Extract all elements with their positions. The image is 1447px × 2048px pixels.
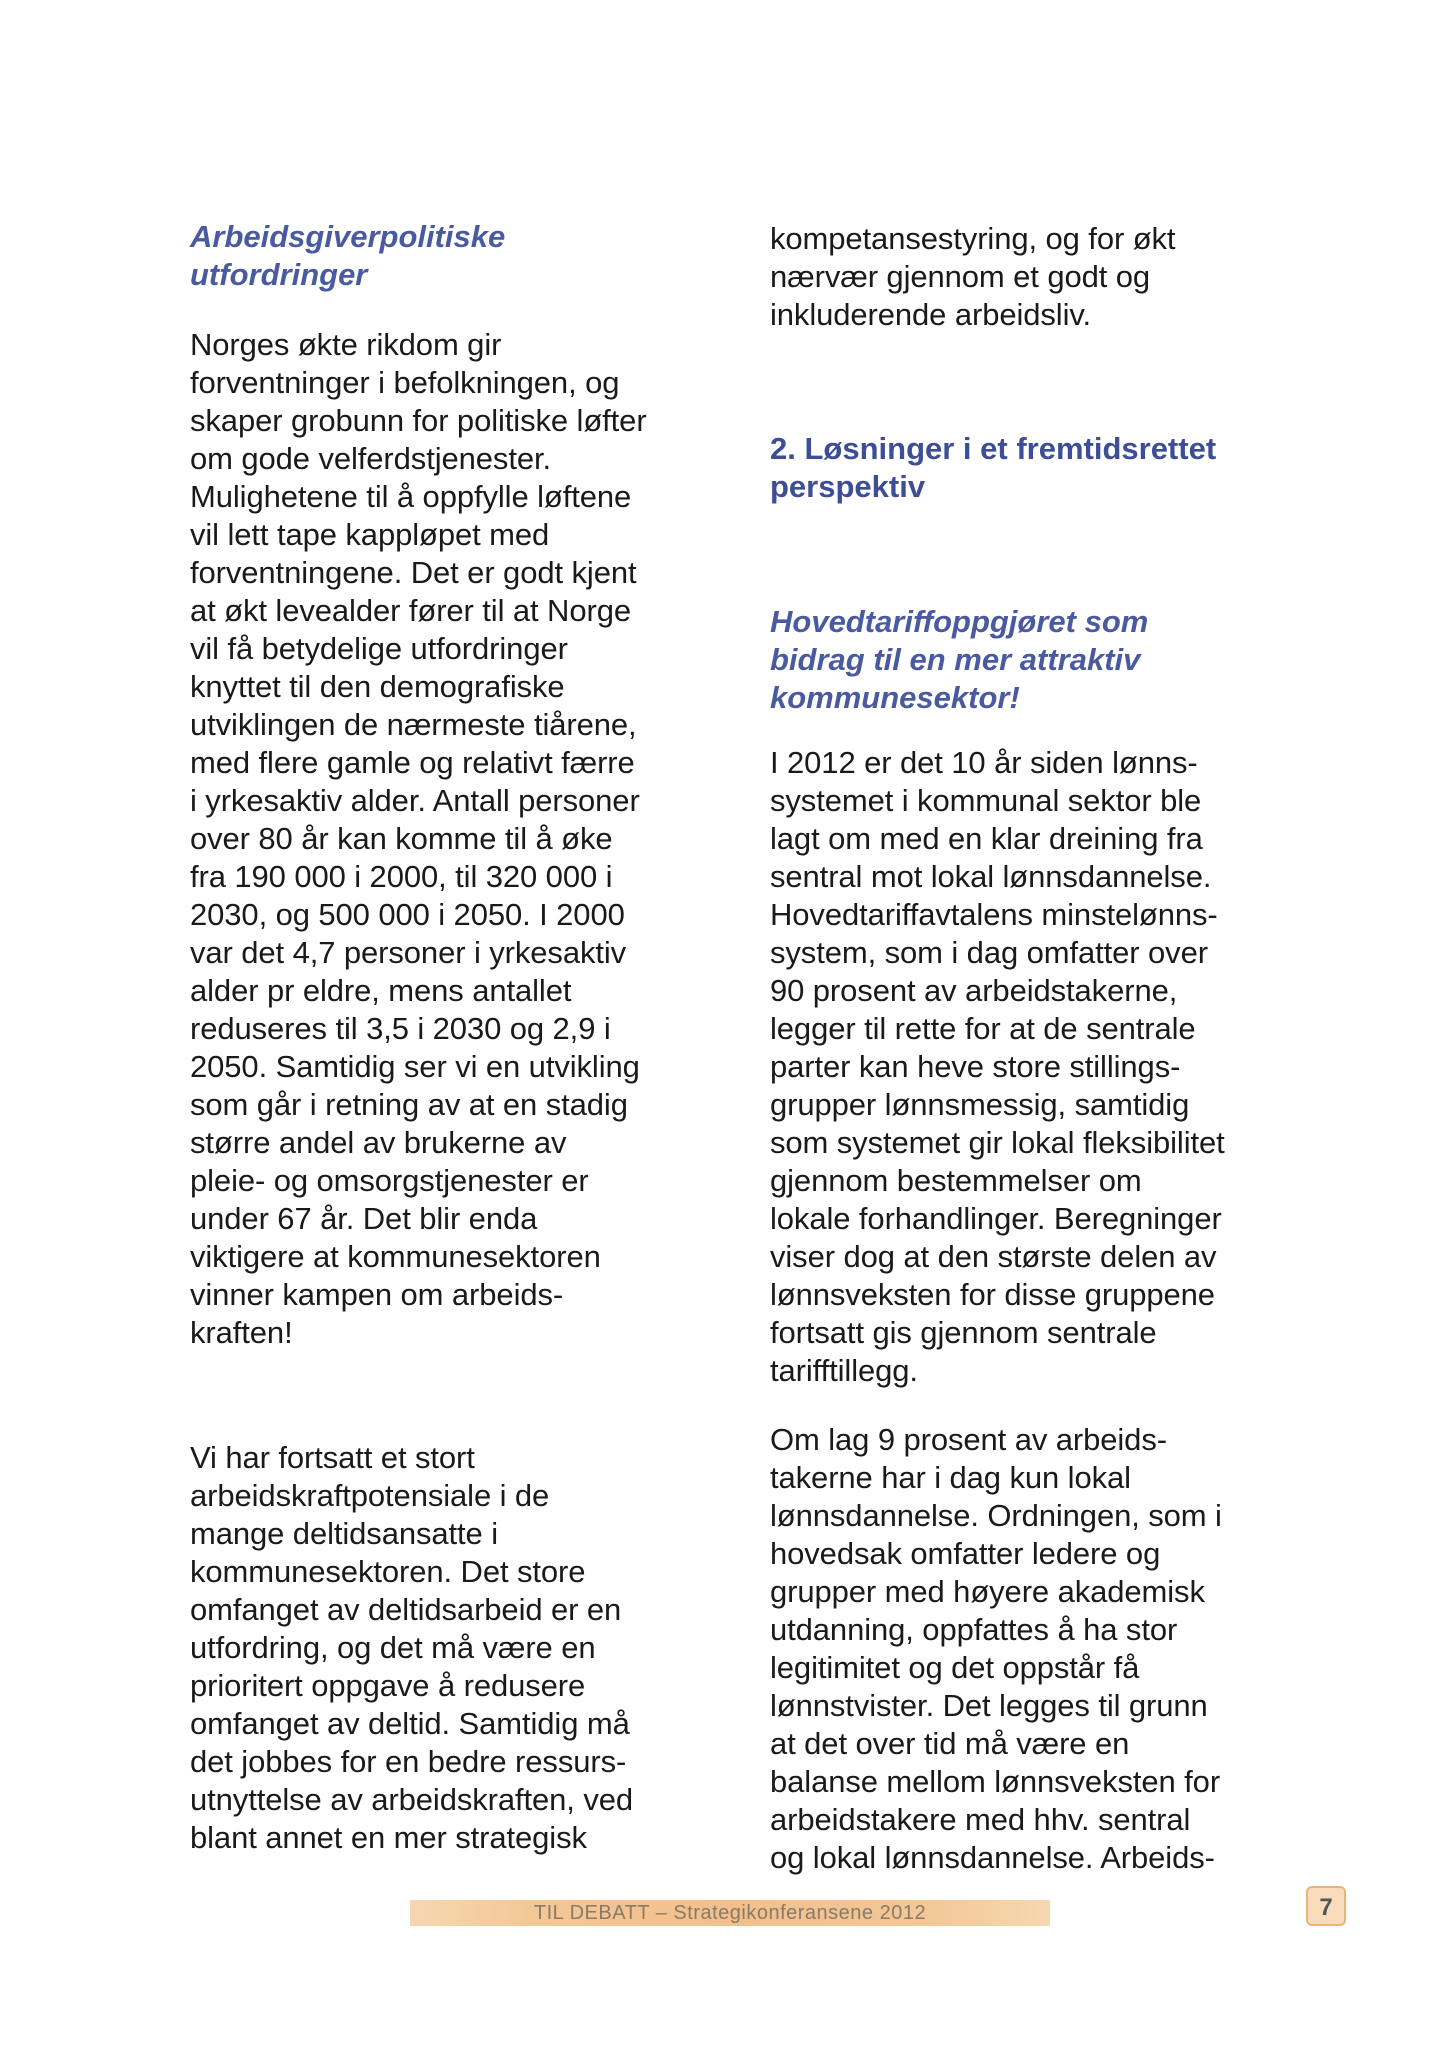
paragraph-kompetansestyring: kompetansestyring, og for økt nærvær gjennom et godt og inkluderende arbeidsliv. bbox=[770, 221, 1176, 332]
heading-arbeidsgiverpolitiske-utfordringer: Arbeidsgiverpolitiske utfordringer bbox=[190, 219, 506, 292]
section-heading-losninger: 2. Løsninger i et fremtidsrettet perspektiv bbox=[770, 431, 1217, 504]
paragraph-demografi: Norges økte rikdom gir forventninger i befolkningen, og skaper grobunn for politiske løfter om gode velferdstjenester. Mulighetene til å oppfylle løftene vil lett tape kappløpet med forventningene. Det er godt kjent at økt levealder fører til at Norge vil få betydelige utfordringer knyttet til den demografiske utviklingen de nærmeste tiårene, med flere gamle og relativt færre i yrkesaktiv alder. Antall personer over 80 år kan komme til å øke fra 190 000 i 2000, til 320 000 i 2030, og 500 000 i 2050. I 2000 var det 4,7 personer i yrkesaktiv alder pr eldre, mens antallet reduseres til 3,5 i 2030 og 2,9 i 2050. Samtidig ser vi en utvikling som går i retning av at en stadig større andel av brukerne av pleie- og omsorgstjenester er under 67 år. Det blir enda viktigere at kommunesektoren vinner kampen om arbeids- kraften! bbox=[190, 327, 647, 1350]
paragraph-deltid: Vi har fortsatt et stort arbeidskraftpotensiale i de mange deltidsansatte i kommunesektoren. Det store omfanget av deltidsarbeid er en utfordring, og det må være en prioritert oppgave å redusere omfanget av deltid. Samtidig må det jobbes for en bedre ressurs- utnyttelse av arbeidskraften, ved blant annet en mer strategisk bbox=[190, 1440, 634, 1855]
subheading-hovedtariffoppgjoret: Hovedtariffoppgjøret som bidrag til en mer attraktiv kommunesektor! bbox=[770, 604, 1149, 715]
paragraph-lokal-lonnsdannelse: Om lag 9 prosent av arbeids- takerne har i dag kun lokal lønnsdannelse. Ordningen, som i hovedsak omfatter ledere og grupper med høyere akademisk utdanning, oppfattes å ha stor legitimitet og det oppstår få lønnstvister. Det legges til grunn at det over tid må være en balanse mellom lønnsveksten for arbeidstakere med hhv. sentral og lokal lønnsdannelse. Arbeids- bbox=[770, 1422, 1222, 1875]
paragraph-lonnssystemet: I 2012 er det 10 år siden lønns- systemet i kommunal sektor ble lagt om med en klar dreining fra sentral mot lokal lønnsdannelse. Hovedtariffavtalens minstelønns- system, som i dag omfatter over 90 prosent av arbeidstakerne, legger til rette for at de sentrale parter kan heve store stillings- grupper lønnsmessig, samtidig som systemet gir lokal fleksibilitet gjennom bestemmelser om lokale forhandlinger. Beregninger viser dog at den største delen av lønnsveksten for disse gruppene fortsatt gis gjennom sentrale tarifftillegg. bbox=[770, 745, 1225, 1388]
footer-banner: TIL DEBATT – Strategikonferansene 2012 bbox=[410, 1900, 1050, 1926]
page-number-badge: 7 bbox=[1306, 1886, 1346, 1926]
